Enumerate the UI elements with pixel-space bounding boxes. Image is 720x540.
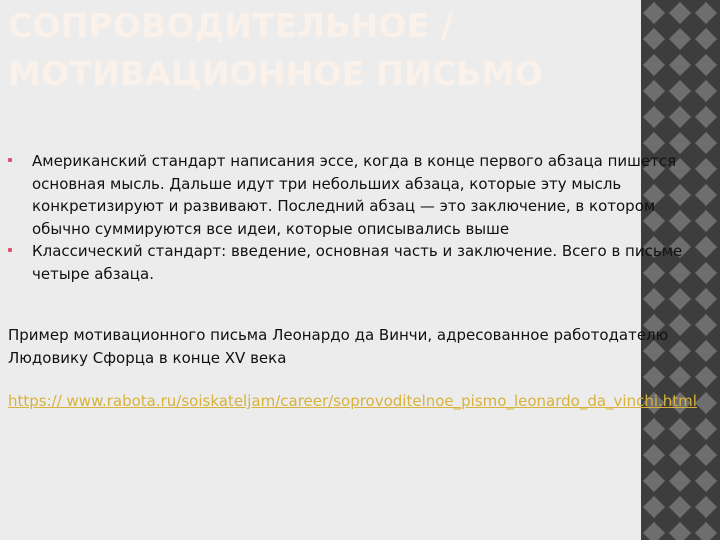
bullet-icon bbox=[8, 248, 12, 252]
bullet-text: Классический стандарт: введение, основная часть и заключение. Всего в письме четыре абзаца. bbox=[32, 242, 683, 283]
bullet-text: Американский стандарт написания эссе, когда в конце первого абзаца пишется основная мысль. Дальше идут три небольших абзаца, которые эту мысль конкретизируют и развивают. Последний абзац — это заключение, в котором обычно суммируются все идеи, которые описывались выше bbox=[32, 152, 677, 238]
bullet-item bbox=[8, 240, 698, 285]
slide-body bbox=[8, 150, 698, 413]
bullet-item bbox=[8, 150, 698, 240]
bullet-icon bbox=[8, 158, 12, 162]
slide-title: СОПРОВОДИТЕЛЬНОЕ / МОТИВАЦИОННОЕ ПИСЬМО bbox=[8, 6, 543, 93]
example-paragraph: Пример мотивационного письма Леонардо да Винчи, адресованное работодателю Людовику Сфорца в конце XV века bbox=[8, 326, 669, 367]
bullet-list bbox=[8, 150, 698, 285]
source-link[interactable]: https:// www.rabota.ru/soiskateljam/career/soprovoditelnoe_pismo_leonardo_da_vinchi.html bbox=[8, 392, 697, 410]
